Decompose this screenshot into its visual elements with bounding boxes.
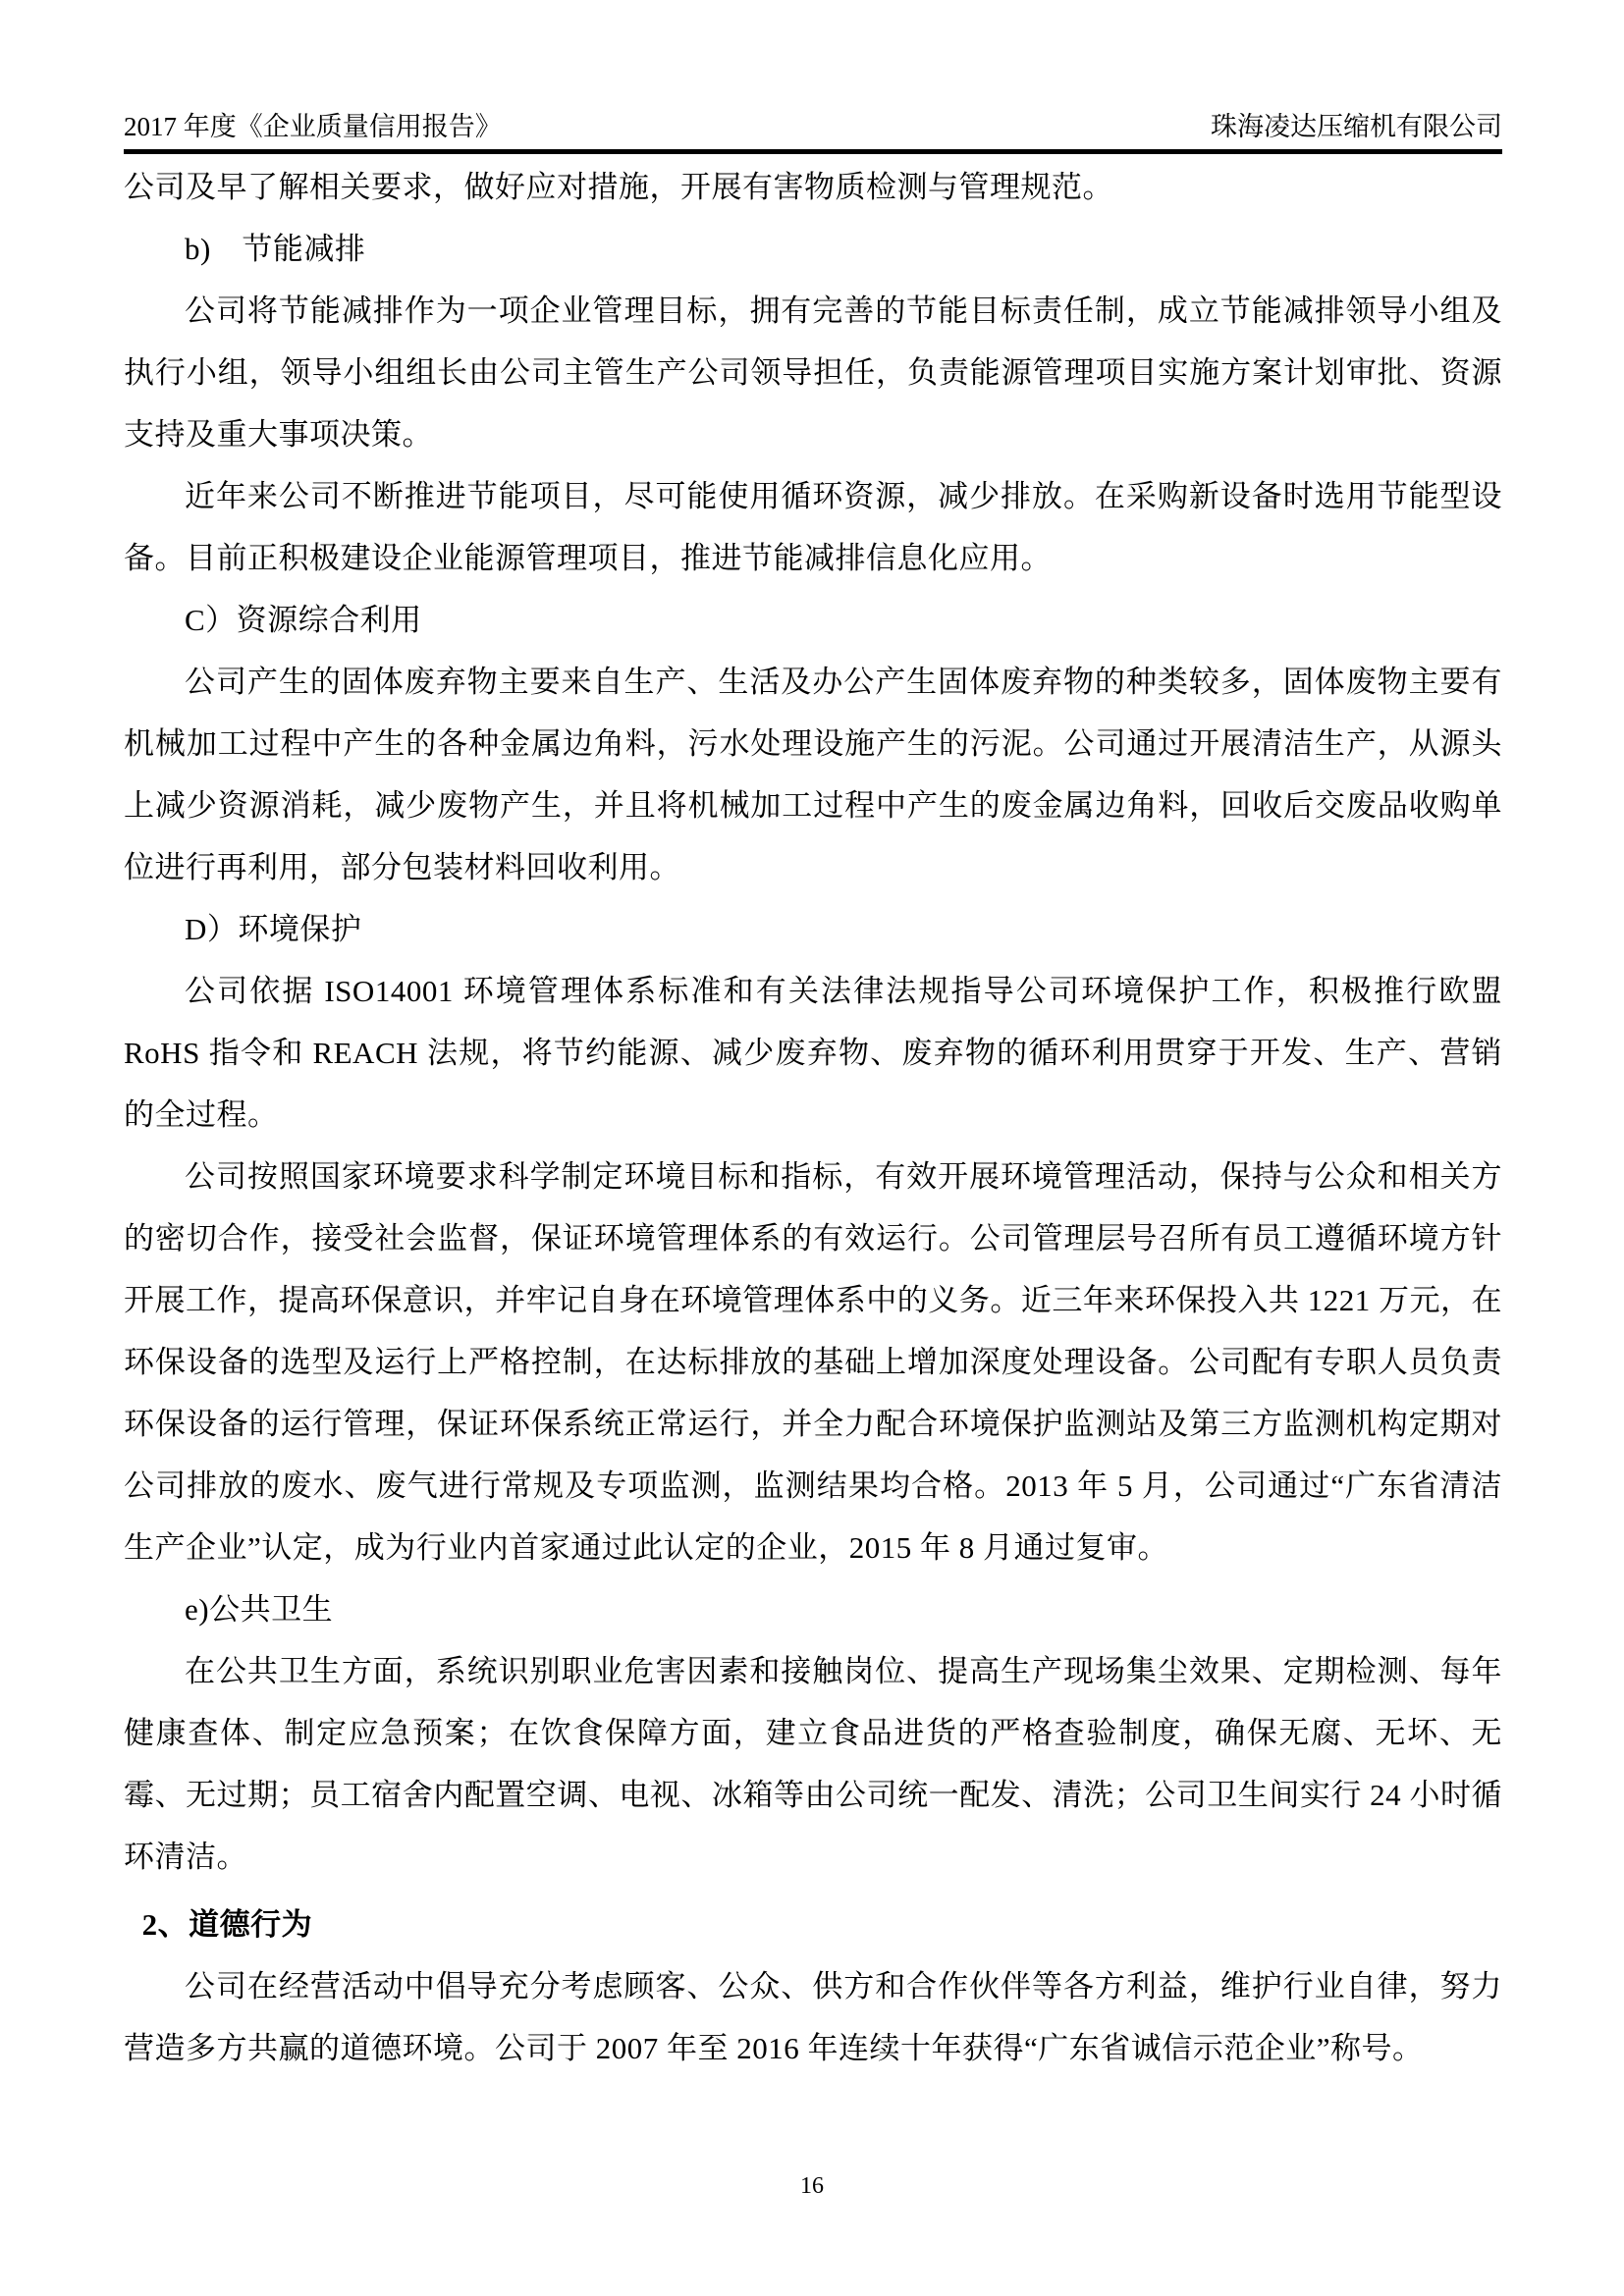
paragraph: 公司按照国家环境要求科学制定环境目标和指标，有效开展环境管理活动，保持与公众和相关方的密切合作，接受社会监督，保证环境管理体系的有效运行。公司管理层号召所有员工遵循环境方针开展工作，提高环保意识，并牢记自身在环境管理体系中的义务。近三年来环保投入共 1221 万元，在环保设备的选型及运行上严格控制，在达标排放的基础上增加深度处理设备。公司配有专职人员负责环保设备的运行管理，保证环保系统正常运行，并全力配合环境保护监测站及第三方监测机构定期对公司排放的废水、废气进行常规及专项监测，监测结果均合格。2013 年 5 月，公司通过“广东省清洁生产企业”认定，成为行业内首家通过此认定的企业，2015 年 8 月通过复审。 [124, 1159, 1502, 1565]
page-number: 16 [800, 2173, 824, 2199]
paragraph: 公司在经营活动中倡导充分考虑顾客、公众、供方和合作伙伴等各方利益，维护行业自律，努力营造多方共赢的道德环境。公司于 2007 年至 2016 年连续十年获得“广东省诚信示范企业”称号。 [124, 1969, 1502, 2065]
header-company-name: 珠海凌达压缩机有限公司 [1211, 112, 1502, 141]
header-divider-rule [124, 149, 1502, 154]
paragraph: 公司产生的固体废弃物主要来自生产、生活及办公产生固体废弃物的种类较多，固体废物主要有机械加工过程中产生的各种金属边角料，污水处理设施产生的污泥。公司通过开展清洁生产，从源头上减少资源消耗，减少废物产生，并且将机械加工过程中产生的废金属边角料，回收后交废品收购单位进行再利用，部分包装材料回收利用。 [124, 665, 1502, 884]
page-header [124, 110, 1502, 143]
document-body [124, 156, 1502, 2079]
section-heading-2-ethics: 2、道德行为 [141, 1907, 313, 1942]
page-footer [0, 2171, 1624, 2201]
header-report-title: 2017 年度《企业质量信用报告》 [124, 112, 502, 141]
section-heading-b-energy-saving: b) 节能减排 [185, 232, 366, 266]
paragraph: 公司依据 ISO14001 环境管理体系标准和有关法律法规指导公司环境保护工作，积极推行欧盟 RoHS 指令和 REACH 法规，将节约能源、减少废弃物、废弃物的循环利用贯穿于开发、生产、营销的全过程。 [124, 974, 1502, 1132]
section-heading-e-public-health: e)公共卫生 [185, 1592, 334, 1627]
paragraph-continuation: 公司及早了解相关要求，做好应对措施，开展有害物质检测与管理规范。 [124, 170, 1113, 204]
section-heading-d-environment-protection: D）环境保护 [185, 912, 362, 946]
paragraph: 近年来公司不断推进节能项目，尽可能使用循环资源，减少排放。在采购新设备时选用节能型设备。目前正积极建设企业能源管理项目，推进节能减排信息化应用。 [124, 479, 1502, 575]
paragraph: 公司将节能减排作为一项企业管理目标，拥有完善的节能目标责任制，成立节能减排领导小组及执行小组，领导小组组长由公司主管生产公司领导担任，负责能源管理项目实施方案计划审批、资源支持及重大事项决策。 [124, 294, 1502, 452]
section-heading-c-resource-utilization: C）资源综合利用 [185, 603, 422, 637]
paragraph: 在公共卫生方面，系统识别职业危害因素和接触岗位、提高生产现场集尘效果、定期检测、每年健康查体、制定应急预案；在饮食保障方面，建立食品进货的严格查验制度，确保无腐、无坏、无霉、无过期；员工宿舍内配置空调、电视、冰箱等由公司统一配发、清洗；公司卫生间实行 24 小时循环清洁。 [124, 1654, 1502, 1874]
